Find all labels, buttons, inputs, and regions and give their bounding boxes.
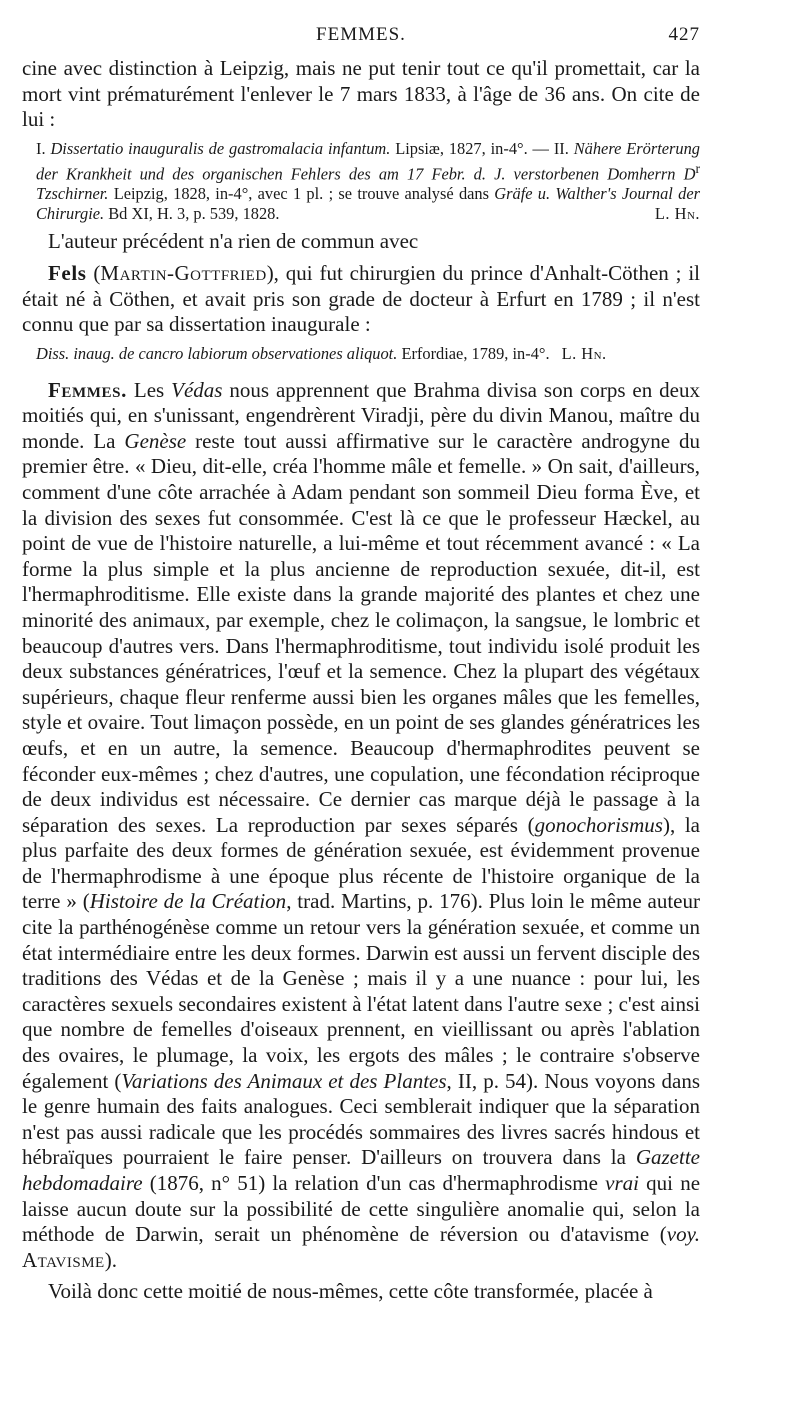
bibliography-entry-2	[22, 344, 700, 364]
text-run: ), la plus parfaite des deux formes de génération sexuée, est évidemment provenue de l'hermaphrodisme à une époque plus récente de l'histoire organique de la terre » (	[22, 812, 700, 914]
italic-run: Védas	[171, 377, 223, 402]
italic-run: Histoire de la Création	[89, 889, 287, 914]
text-run: ).	[104, 1247, 117, 1272]
text-run: (1876, n° 51) la relation d'un cas d'hermaphrodisme	[142, 1171, 606, 1196]
ref-title: Dissertatio inauguralis de gastromalacia infantum.	[50, 138, 391, 158]
text-run: nous apprennent que Brahma divisa son corps en deux moitiés qui, en s'unissant, engendrèrent Viradji, père du divin Manou, maître du monde. La	[22, 377, 700, 453]
ref-title: Gräfe u. Walther's Journal der Chirurgie.	[36, 183, 700, 223]
ref-number: I.	[36, 138, 51, 158]
cross-reference: Atavisme	[22, 1247, 105, 1272]
ref-publication: Bd XI, H. 3, p. 539, 1828.	[104, 203, 280, 223]
author-signature: L. Hn.	[654, 203, 700, 223]
italic-run: Variations des Animaux et des Plantes	[121, 1068, 447, 1093]
text-run: Les	[126, 377, 172, 402]
text-run: reste tout aussi affirmative sur le caractère androgyne du premier être. « Dieu, dit-elle, créa l'homme mâle et femelle. » On sait, d'ailleurs, comment d'une côte arrachée à Adam pendant son sommeil Dieu forma Ève, et la division des sexes fut consommée. C'est là ce que le professeur Hæckel, au point de vue de l'histoire naturelle, a lui-même et tout récemment avancé : « La forme la plus simple et la plus ancienne de reproduction sexuée, dit-il, est l'hermaphroditisme. Elle existe dans la grande majorité des plantes et chez une minorité des animaux, par exemple, chez le colimaçon, la sangsue, le lombric et beaucoup d'autres vers. Dans l'hermaphroditisme, tout individu isolé produit les deux substances génératrices, l'œuf et la semence. Chez la plupart des végétaux supérieurs, chaque fleur renferme aussi bien les organes mâles que les femelles, style et ovaire. Tout limaçon possède, en un point de ses glandes génératrices les œufs, et en un autre, la semence. Beaucoup d'hermaphrodites peuvent se féconder eux-mêmes ; chez d'autres, une copulation, une fécondation réciproque de deux individus est nécessaire. Ce dernier cas marque déjà le passage à la séparation des sexes. La reproduction par sexes séparés (	[22, 428, 700, 837]
entry-headword: Femmes.	[48, 377, 127, 402]
italic-run: Gazette hebdomadaire	[22, 1145, 700, 1196]
page-number: 427	[668, 24, 700, 45]
paragraph-text: Voilà donc cette moitié de nous-mêmes, cette côte transformée, placée à	[48, 1279, 653, 1304]
italic-run: vrai	[605, 1171, 639, 1196]
ref-title: Nähere Erörterung der Krankheit und des organischen Fehlers des am 17 Febr. d. J. verstorbenen Domherrn D	[36, 138, 701, 184]
text-run: , trad. Martins, p. 176). Plus loin le même auteur cite la parthénogénèse comme un retour vers la génération sexuée, et comme un état intermédiaire entre les deux formes. Darwin est aussi un fervent disciple des traditions des Védas et de la Genèse ; mais il y a une nuance : pour lui, les caractères sexuels secondaires existent à l'état latent dans l'autre sexe ; c'est ainsi que nombre de femelles d'oiseaux prennent, en vieillissant ou après l'ablation des ovaires, le plumage, la voix, les ergots des mâles ; le contraire s'observe également (	[22, 889, 700, 1093]
page-header	[22, 24, 700, 48]
entry-headword: Fels	[48, 261, 87, 286]
author-signature: L. Hn.	[561, 343, 607, 363]
entry-fels: Fels (Martin-Gottfried), qui fut chirurgien du prince d'Anhalt-Cöthen ; il était né à Cöthen, et avait pris son grade de docteur à Erfurt en 1789 ; il n'est connu que par sa dissertation inaugurale :	[22, 261, 700, 337]
bibliography-entry-1	[22, 139, 700, 224]
ref-title: Diss. inaug. de cancro labiorum observationes aliquot.	[36, 343, 398, 363]
text-run: , II, p. 54). Nous voyons dans le genre humain des faits analogues. Ceci semblerait indiquer que la séparation n'est pas aussi radicale que les procédés sommaires des livres sacrés hindous et hébraïques pourraient le faire penser. D'ailleurs on trouvera dans la	[22, 1068, 701, 1170]
text-column	[22, 56, 700, 1305]
paragraph-text: L'auteur précédent n'a rien de commun avec	[48, 229, 419, 254]
paragraph-last	[22, 1279, 700, 1305]
text-run: qui ne laisse aucun doute sur la possibilité de cette singulière anomalie qui, selon la méthode de Darwin, serait un phénomène de réversion ou d'atavisme (	[22, 1171, 701, 1247]
entry-femmes	[22, 378, 700, 1274]
ref-superscript: r	[695, 160, 700, 176]
paragraph-text: cine avec distinction à Leipzig, mais ne put tenir tout ce qu'il promettait, car la mort vint prématurément l'enlever le 7 mars 1833, à l'âge de 36 ans. On cite de lui :	[22, 56, 700, 132]
italic-run: voy.	[666, 1222, 700, 1247]
ref-title: Tzschirner.	[36, 183, 109, 203]
ref-publication: Leipzig, 1828, in-4°, avec 1 pl. ; se trouve analysé dans	[108, 183, 495, 203]
italic-run: gonochorismus	[534, 812, 663, 837]
running-title: FEMMES.	[316, 24, 406, 45]
paragraph-continuation	[22, 56, 700, 133]
entry-name: Martin-Gottfried	[100, 261, 267, 286]
italic-run: Genèse	[124, 428, 187, 453]
ref-publication: Lipsiæ, 1827, in-4°. — II.	[390, 138, 574, 158]
entry-text: ), qui fut chirurgien du prince d'Anhalt-Cöthen ; il était né à Cöthen, et avait pris son grade de docteur à Erfurt en 1789 ; il n'est connu que par sa dissertation inaugurale :	[22, 261, 700, 337]
ref-publication: Erfordiae, 1789, in-4°.	[397, 343, 550, 363]
paragraph-transition	[22, 229, 700, 255]
